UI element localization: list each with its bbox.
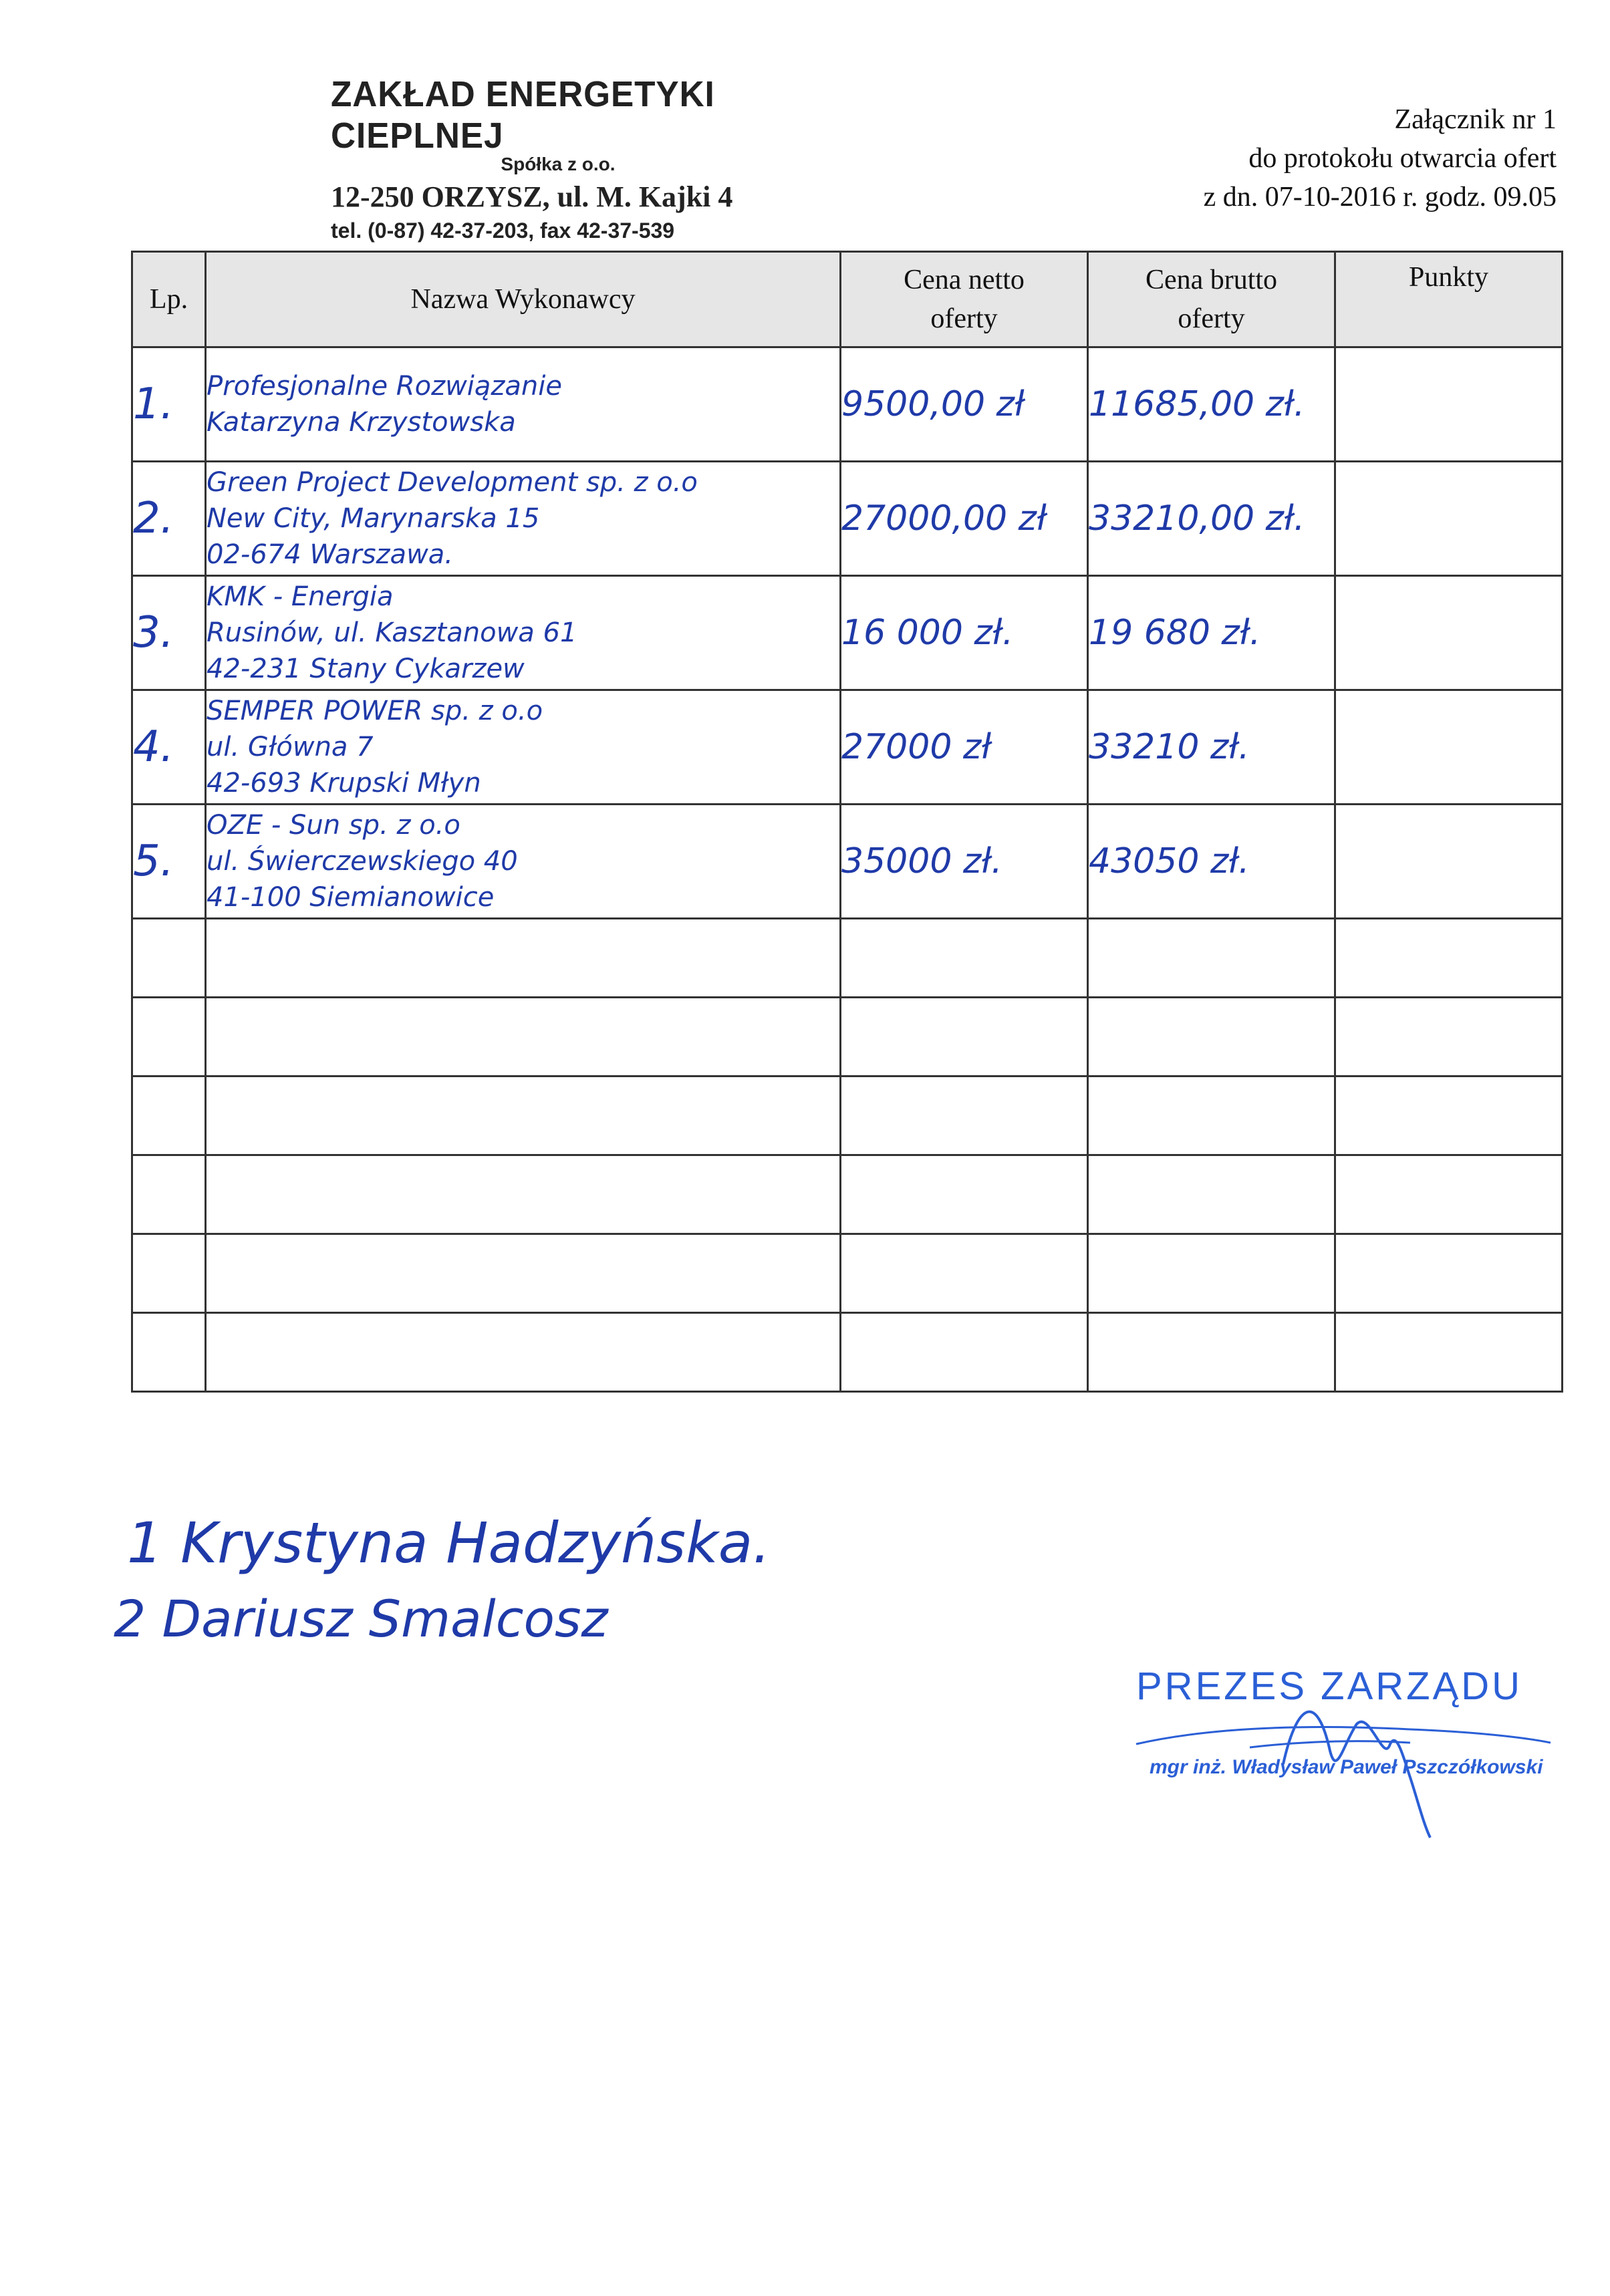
table-row (132, 347, 1563, 462)
empty-cell (1335, 1313, 1563, 1392)
company-address: 12-250 ORZYSZ, ul. M. Kajki 4 (331, 180, 733, 214)
row-lp: 4. (132, 690, 206, 805)
empty-cell (841, 1313, 1088, 1392)
header-lp: Lp. (132, 252, 206, 347)
empty-cell (132, 919, 206, 998)
empty-cell (1335, 1077, 1563, 1155)
row-gross-price: 43050 zł. (1088, 805, 1335, 919)
row-gross-price: 19 680 zł. (1088, 576, 1335, 690)
company-name: ZAKŁAD ENERGETYKI CIEPLNEJ (331, 74, 715, 156)
contractor-line: SEMPER POWER sp. z o.o (207, 696, 543, 726)
contractor-line: Profesjonalne Rozwiązanie (207, 371, 562, 402)
empty-cell (1088, 1313, 1335, 1392)
empty-cell (841, 998, 1088, 1077)
contractor-line: ul. Główna 7 (207, 732, 374, 762)
empty-cell (1088, 998, 1335, 1077)
row-contractor (206, 347, 841, 462)
table-row (132, 462, 1563, 576)
row-points (1335, 690, 1563, 805)
empty-cell (132, 998, 206, 1077)
row-gross-price: 33210 zł. (1088, 690, 1335, 805)
header-points: Punkty (1335, 252, 1563, 347)
header-gross-price (1088, 252, 1335, 347)
row-points (1335, 462, 1563, 576)
row-points (1335, 805, 1563, 919)
annex-number: Załącznik nr 1 (1394, 104, 1557, 135)
row-contractor (206, 690, 841, 805)
contractor-line: 41-100 Siemianowice (207, 882, 495, 913)
row-net-price: 9500,00 zł (841, 347, 1088, 462)
company-contact: tel. (0-87) 42-37-203, fax 42-37-539 (331, 218, 675, 243)
signature-2: 2 Dariusz Smalcosz (114, 1589, 608, 1648)
legal-form: Spółka z o.o. (501, 154, 616, 175)
empty-cell (841, 1155, 1088, 1234)
empty-cell (1335, 998, 1563, 1077)
annex-protocol: do protokołu otwarcia ofert (1248, 143, 1557, 174)
empty-cell (841, 919, 1088, 998)
empty-cell (841, 1234, 1088, 1313)
header-net-line2: oferty (930, 303, 998, 334)
row-points (1335, 347, 1563, 462)
table-row-empty (132, 919, 1563, 998)
contractor-line: ul. Świerczewskiego 40 (207, 846, 518, 877)
row-contractor (206, 462, 841, 576)
annex-date: z dn. 07-10-2016 r. godz. 09.05 (1203, 182, 1557, 212)
contractor-line: KMK - Energia (207, 581, 394, 612)
empty-cell (1088, 1155, 1335, 1234)
table-row (132, 805, 1563, 919)
row-net-price: 27000 zł (841, 690, 1088, 805)
row-contractor (206, 576, 841, 690)
company-stamp (331, 74, 839, 272)
empty-cell (1335, 1234, 1563, 1313)
empty-cell (1335, 1155, 1563, 1234)
table-row-empty (132, 1313, 1563, 1392)
empty-cell (206, 1155, 841, 1234)
contractor-line: 02-674 Warszawa. (207, 539, 454, 570)
row-lp: 5. (132, 805, 206, 919)
table-header-row (132, 252, 1563, 347)
empty-cell (206, 998, 841, 1077)
empty-cell (132, 1077, 206, 1155)
table-row (132, 576, 1563, 690)
table-row-empty (132, 1234, 1563, 1313)
table-row-empty (132, 1155, 1563, 1234)
empty-cell (1335, 919, 1563, 998)
signature-1: 1 Krystyna Hadzyńska. (127, 1510, 771, 1576)
contractor-line: OZE - Sun sp. z o.o (207, 810, 460, 841)
empty-cell (206, 1313, 841, 1392)
empty-cell (132, 1234, 206, 1313)
empty-cell (132, 1313, 206, 1392)
contractor-line: Katarzyna Krzystowska (207, 407, 516, 438)
president-name: mgr inż. Władysław Paweł Pszczółkowski (1150, 1756, 1543, 1778)
commission-signatures (114, 1510, 771, 1648)
row-lp: 2. (132, 462, 206, 576)
row-contractor (206, 805, 841, 919)
header-gross-line1: Cena brutto (1145, 265, 1278, 295)
row-net-price: 35000 zł. (841, 805, 1088, 919)
contractor-line: Rusinów, ul. Kasztanowa 61 (207, 617, 577, 648)
row-net-price: 16 000 zł. (841, 576, 1088, 690)
header-name: Nazwa Wykonawcy (206, 252, 841, 347)
header-gross-line2: oferty (1178, 303, 1245, 334)
table-row-empty (132, 1077, 1563, 1155)
contractor-line: 42-231 Stany Cykarzew (207, 654, 525, 684)
annex-note (1022, 100, 1557, 217)
row-lp: 3. (132, 576, 206, 690)
empty-cell (1088, 1234, 1335, 1313)
empty-cell (1088, 919, 1335, 998)
empty-cell (841, 1077, 1088, 1155)
contractor-line: New City, Marynarska 15 (207, 503, 540, 534)
contractor-line: 42-693 Krupski Młyn (207, 768, 481, 799)
empty-cell (132, 1155, 206, 1234)
row-points (1335, 576, 1563, 690)
row-gross-price: 33210,00 zł. (1088, 462, 1335, 576)
table-row-empty (132, 998, 1563, 1077)
header-net-price (841, 252, 1088, 347)
table-row (132, 690, 1563, 805)
empty-cell (206, 1234, 841, 1313)
header-net-line1: Cena netto (904, 265, 1025, 295)
row-lp: 1. (132, 347, 206, 462)
president-title: PREZES ZARZĄDU (1136, 1665, 1523, 1708)
row-net-price: 27000,00 zł (841, 462, 1088, 576)
row-gross-price: 11685,00 zł. (1088, 347, 1335, 462)
empty-cell (206, 1077, 841, 1155)
president-stamp (1129, 1664, 1557, 1864)
empty-cell (206, 919, 841, 998)
contractor-line: Green Project Development sp. z o.o (207, 467, 698, 498)
empty-cell (1088, 1077, 1335, 1155)
offers-table (131, 251, 1563, 1393)
